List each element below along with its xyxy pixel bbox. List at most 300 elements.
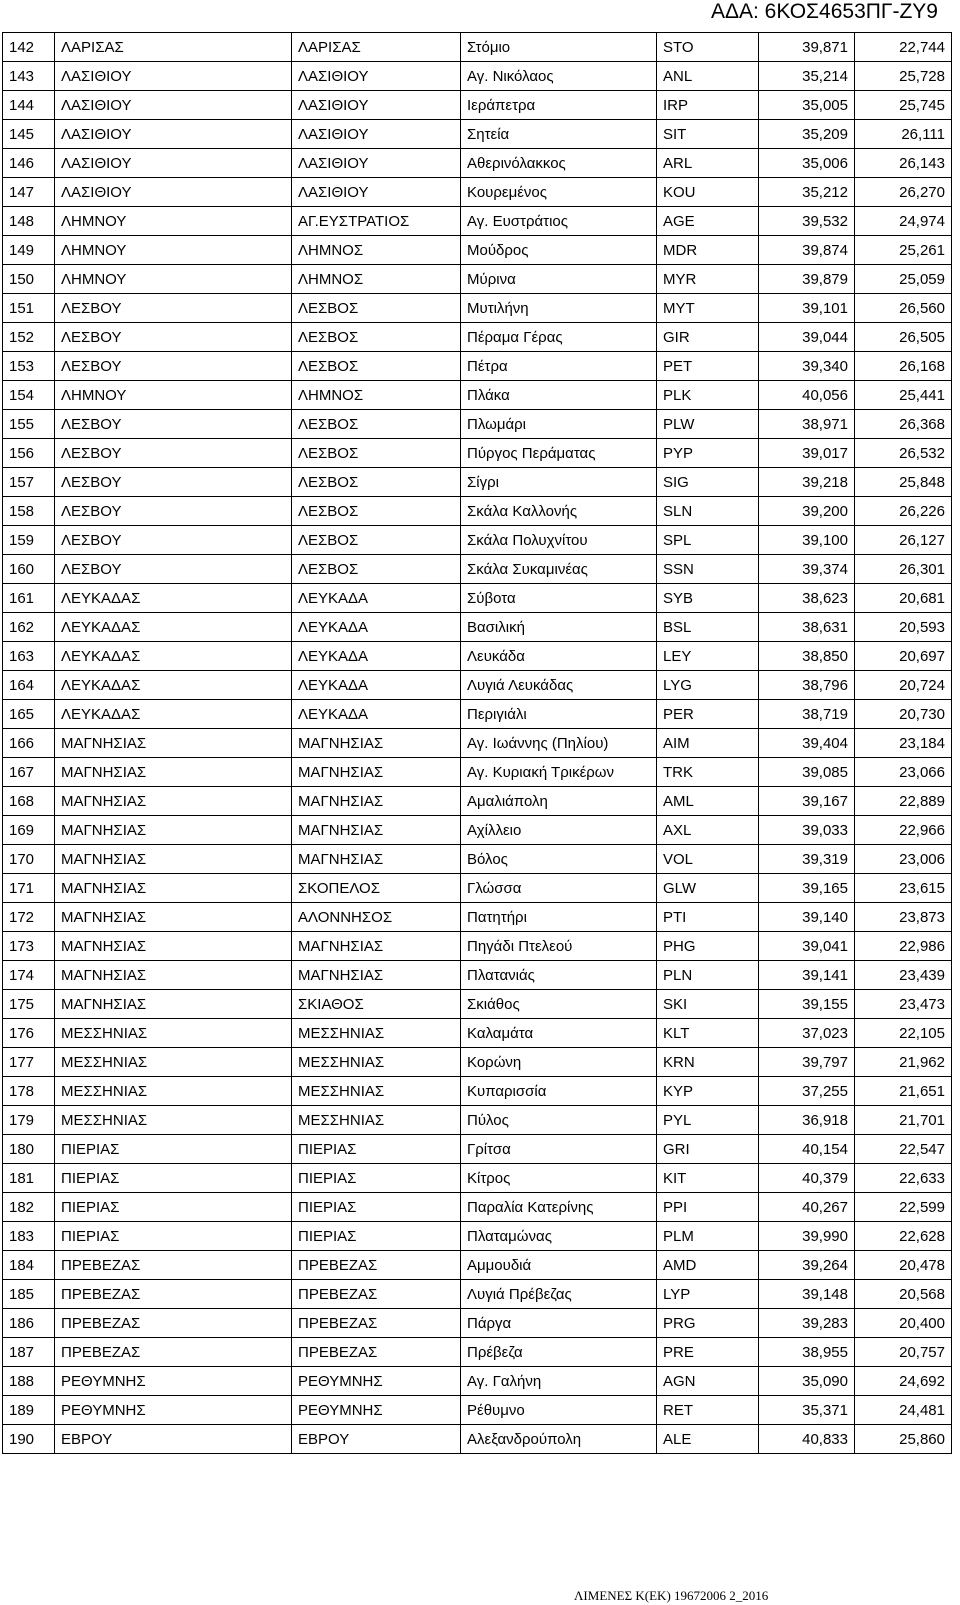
station-name-cell: Αλεξανδρούπολη [461,1425,657,1454]
prefecture-cell: ΛΕΥΚΑΔΑΣ [55,700,292,729]
table-row [3,33,952,62]
ada-code: ΑΔΑ: 6ΚΟΣ4653ΠΓ-ΖΥ9 [710,0,938,23]
latitude-cell: 38,631 [759,613,855,642]
station-name-cell: Βασιλική [461,613,657,642]
table-row [3,874,952,903]
municipality-cell: ΛΕΥΚΑΔΑ [292,613,461,642]
table-row [3,932,952,961]
row-number: 188 [3,1367,55,1396]
station-name-cell: Παραλία Κατερίνης [461,1193,657,1222]
longitude-cell: 24,974 [855,207,952,236]
row-number: 164 [3,671,55,700]
row-number: 166 [3,729,55,758]
table-row [3,758,952,787]
station-code-cell: PPI [657,1193,759,1222]
municipality-cell: ΜΑΓΝΗΣΙΑΣ [292,787,461,816]
station-code-cell: PLN [657,961,759,990]
latitude-cell: 38,955 [759,1338,855,1367]
prefecture-cell: ΠΡΕΒΕΖΑΣ [55,1251,292,1280]
municipality-cell: ΛΑΣΙΘΙΟΥ [292,178,461,207]
row-number: 174 [3,961,55,990]
municipality-cell: ΛΕΣΒΟΣ [292,555,461,584]
table-row [3,265,952,294]
station-code-cell: MYR [657,265,759,294]
row-number: 186 [3,1309,55,1338]
prefecture-cell: ΛΑΡΙΣΑΣ [55,33,292,62]
table-row [3,1048,952,1077]
latitude-cell: 39,017 [759,439,855,468]
municipality-cell: ΑΛΟΝΝΗΣΟΣ [292,903,461,932]
row-number: 184 [3,1251,55,1280]
latitude-cell: 39,404 [759,729,855,758]
table-row [3,1338,952,1367]
longitude-cell: 22,986 [855,932,952,961]
row-number: 153 [3,352,55,381]
table-row [3,236,952,265]
station-name-cell: Μυτιλήνη [461,294,657,323]
station-name-cell: Αμμουδιά [461,1251,657,1280]
longitude-cell: 26,127 [855,526,952,555]
prefecture-cell: ΜΑΓΝΗΣΙΑΣ [55,758,292,787]
row-number: 160 [3,555,55,584]
longitude-cell: 21,701 [855,1106,952,1135]
stations-table [2,32,952,1454]
table-row [3,1193,952,1222]
latitude-cell: 35,212 [759,178,855,207]
prefecture-cell: ΠΙΕΡΙΑΣ [55,1222,292,1251]
latitude-cell: 40,267 [759,1193,855,1222]
row-number: 146 [3,149,55,178]
prefecture-cell: ΛΑΣΙΘΙΟΥ [55,91,292,120]
station-name-cell: Γλώσσα [461,874,657,903]
prefecture-cell: ΛΕΣΒΟΥ [55,323,292,352]
station-code-cell: SIG [657,468,759,497]
prefecture-cell: ΛΕΣΒΟΥ [55,352,292,381]
longitude-cell: 22,633 [855,1164,952,1193]
prefecture-cell: ΛΕΣΒΟΥ [55,497,292,526]
prefecture-cell: ΛΑΣΙΘΙΟΥ [55,120,292,149]
table-row [3,1019,952,1048]
station-name-cell: Λυγιά Λευκάδας [461,671,657,700]
table-row [3,700,952,729]
latitude-cell: 38,796 [759,671,855,700]
row-number: 190 [3,1425,55,1454]
station-code-cell: GRI [657,1135,759,1164]
row-number: 169 [3,816,55,845]
latitude-cell: 36,918 [759,1106,855,1135]
municipality-cell: ΠΙΕΡΙΑΣ [292,1164,461,1193]
station-code-cell: AIM [657,729,759,758]
station-code-cell: SSN [657,555,759,584]
table-row [3,91,952,120]
station-code-cell: ALE [657,1425,759,1454]
municipality-cell: ΜΑΓΝΗΣΙΑΣ [292,845,461,874]
station-name-cell: Αμαλιάπολη [461,787,657,816]
row-number: 155 [3,410,55,439]
prefecture-cell: ΛΕΣΒΟΥ [55,555,292,584]
table-row [3,584,952,613]
latitude-cell: 39,033 [759,816,855,845]
table-row [3,613,952,642]
prefecture-cell: ΠΙΕΡΙΑΣ [55,1164,292,1193]
latitude-cell: 40,833 [759,1425,855,1454]
station-code-cell: AXL [657,816,759,845]
latitude-cell: 38,623 [759,584,855,613]
longitude-cell: 20,697 [855,642,952,671]
table-row [3,671,952,700]
row-number: 154 [3,381,55,410]
station-code-cell: LYG [657,671,759,700]
station-name-cell: Πλαταμώνας [461,1222,657,1251]
prefecture-cell: ΠΡΕΒΕΖΑΣ [55,1309,292,1338]
prefecture-cell: ΛΕΥΚΑΔΑΣ [55,584,292,613]
row-number: 148 [3,207,55,236]
row-number: 156 [3,439,55,468]
station-name-cell: Σκάλα Καλλονής [461,497,657,526]
station-code-cell: MDR [657,236,759,265]
municipality-cell: ΠΡΕΒΕΖΑΣ [292,1309,461,1338]
station-code-cell: GIR [657,323,759,352]
row-number: 143 [3,62,55,91]
station-code-cell: SIT [657,120,759,149]
municipality-cell: ΛΕΥΚΑΔΑ [292,584,461,613]
municipality-cell: ΛΕΣΒΟΣ [292,526,461,555]
municipality-cell: ΠΡΕΒΕΖΑΣ [292,1338,461,1367]
prefecture-cell: ΡΕΘΥΜΝΗΣ [55,1367,292,1396]
latitude-cell: 39,532 [759,207,855,236]
station-name-cell: Περιγιάλι [461,700,657,729]
prefecture-cell: ΠΙΕΡΙΑΣ [55,1135,292,1164]
municipality-cell: ΜΑΓΝΗΣΙΑΣ [292,758,461,787]
latitude-cell: 35,005 [759,91,855,120]
row-number: 172 [3,903,55,932]
latitude-cell: 39,140 [759,903,855,932]
longitude-cell: 24,692 [855,1367,952,1396]
prefecture-cell: ΠΡΕΒΕΖΑΣ [55,1338,292,1367]
municipality-cell: ΜΕΣΣΗΝΙΑΣ [292,1048,461,1077]
prefecture-cell: ΛΕΥΚΑΔΑΣ [55,671,292,700]
row-number: 181 [3,1164,55,1193]
latitude-cell: 39,044 [759,323,855,352]
table-row [3,1164,952,1193]
municipality-cell: ΛΗΜΝΟΣ [292,265,461,294]
row-number: 178 [3,1077,55,1106]
station-name-cell: Αθερινόλακκος [461,149,657,178]
longitude-cell: 26,368 [855,410,952,439]
station-name-cell: Αγ. Ιωάννης (Πηλίου) [461,729,657,758]
station-name-cell: Κουρεμένος [461,178,657,207]
latitude-cell: 40,056 [759,381,855,410]
station-name-cell: Σίγρι [461,468,657,497]
prefecture-cell: ΜΑΓΝΗΣΙΑΣ [55,787,292,816]
prefecture-cell: ΛΗΜΝΟΥ [55,207,292,236]
row-number: 189 [3,1396,55,1425]
prefecture-cell: ΛΑΣΙΘΙΟΥ [55,62,292,91]
municipality-cell: ΛΕΣΒΟΣ [292,410,461,439]
table-row [3,990,952,1019]
table-row [3,526,952,555]
latitude-cell: 40,154 [759,1135,855,1164]
row-number: 142 [3,33,55,62]
municipality-cell: ΛΑΣΙΘΙΟΥ [292,62,461,91]
longitude-cell: 23,006 [855,845,952,874]
station-code-cell: PHG [657,932,759,961]
longitude-cell: 25,441 [855,381,952,410]
latitude-cell: 39,085 [759,758,855,787]
latitude-cell: 39,264 [759,1251,855,1280]
municipality-cell: ΛΕΥΚΑΔΑ [292,671,461,700]
prefecture-cell: ΛΗΜΝΟΥ [55,381,292,410]
station-name-cell: Κίτρος [461,1164,657,1193]
station-name-cell: Μούδρος [461,236,657,265]
longitude-cell: 23,066 [855,758,952,787]
row-number: 152 [3,323,55,352]
municipality-cell: ΣΚΟΠΕΛΟΣ [292,874,461,903]
prefecture-cell: ΛΗΜΝΟΥ [55,265,292,294]
station-code-cell: PLW [657,410,759,439]
municipality-cell: ΠΙΕΡΙΑΣ [292,1222,461,1251]
latitude-cell: 39,165 [759,874,855,903]
row-number: 159 [3,526,55,555]
table-row [3,1425,952,1454]
table-row [3,961,952,990]
station-name-cell: Πλάκα [461,381,657,410]
longitude-cell: 22,547 [855,1135,952,1164]
latitude-cell: 35,371 [759,1396,855,1425]
prefecture-cell: ΛΕΣΒΟΥ [55,526,292,555]
longitude-cell: 23,473 [855,990,952,1019]
prefecture-cell: ΜΑΓΝΗΣΙΑΣ [55,961,292,990]
row-number: 171 [3,874,55,903]
prefecture-cell: ΛΕΣΒΟΥ [55,468,292,497]
municipality-cell: ΛΗΜΝΟΣ [292,381,461,410]
latitude-cell: 40,379 [759,1164,855,1193]
station-code-cell: PYP [657,439,759,468]
longitude-cell: 25,848 [855,468,952,497]
prefecture-cell: ΜΕΣΣΗΝΙΑΣ [55,1106,292,1135]
table-row [3,1135,952,1164]
station-name-cell: Σύβοτα [461,584,657,613]
table-row [3,294,952,323]
row-number: 150 [3,265,55,294]
prefecture-cell: ΛΕΣΒΟΥ [55,410,292,439]
municipality-cell: ΣΚΙΑΘΟΣ [292,990,461,1019]
station-code-cell: LEY [657,642,759,671]
latitude-cell: 38,850 [759,642,855,671]
longitude-cell: 23,873 [855,903,952,932]
longitude-cell: 20,730 [855,700,952,729]
station-code-cell: ANL [657,62,759,91]
longitude-cell: 24,481 [855,1396,952,1425]
station-name-cell: Πέτρα [461,352,657,381]
longitude-cell: 20,757 [855,1338,952,1367]
table-row [3,1396,952,1425]
latitude-cell: 39,167 [759,787,855,816]
prefecture-cell: ΠΙΕΡΙΑΣ [55,1193,292,1222]
station-name-cell: Σκάλα Συκαμινέας [461,555,657,584]
table-row [3,352,952,381]
station-code-cell: ARL [657,149,759,178]
station-code-cell: PRG [657,1309,759,1338]
station-name-cell: Αγ. Ευστράτιος [461,207,657,236]
municipality-cell: ΠΡΕΒΕΖΑΣ [292,1280,461,1309]
municipality-cell: ΠΙΕΡΙΑΣ [292,1193,461,1222]
station-code-cell: AMD [657,1251,759,1280]
station-code-cell: AML [657,787,759,816]
municipality-cell: ΛΑΣΙΘΙΟΥ [292,120,461,149]
table-body [3,33,952,1454]
station-name-cell: Κυπαρισσία [461,1077,657,1106]
station-code-cell: PRE [657,1338,759,1367]
longitude-cell: 23,615 [855,874,952,903]
municipality-cell: ΜΑΓΝΗΣΙΑΣ [292,816,461,845]
municipality-cell: ΜΕΣΣΗΝΙΑΣ [292,1019,461,1048]
prefecture-cell: ΛΗΜΝΟΥ [55,236,292,265]
prefecture-cell: ΜΕΣΣΗΝΙΑΣ [55,1077,292,1106]
prefecture-cell: ΛΕΣΒΟΥ [55,439,292,468]
station-name-cell: Λευκάδα [461,642,657,671]
station-code-cell: PTI [657,903,759,932]
table-row [3,816,952,845]
station-name-cell: Πλατανιάς [461,961,657,990]
row-number: 144 [3,91,55,120]
latitude-cell: 35,214 [759,62,855,91]
latitude-cell: 39,041 [759,932,855,961]
station-code-cell: SPL [657,526,759,555]
station-code-cell: SYB [657,584,759,613]
latitude-cell: 39,155 [759,990,855,1019]
municipality-cell: ΛΕΥΚΑΔΑ [292,700,461,729]
station-name-cell: Σκάλα Πολυχνίτου [461,526,657,555]
longitude-cell: 26,532 [855,439,952,468]
station-name-cell: Αγ. Κυριακή Τρικέρων [461,758,657,787]
row-number: 165 [3,700,55,729]
station-code-cell: PER [657,700,759,729]
station-name-cell: Καλαμάτα [461,1019,657,1048]
municipality-cell: ΛΕΥΚΑΔΑ [292,642,461,671]
municipality-cell: ΜΑΓΝΗΣΙΑΣ [292,961,461,990]
prefecture-cell: ΜΕΣΣΗΝΙΑΣ [55,1019,292,1048]
row-number: 161 [3,584,55,613]
row-number: 175 [3,990,55,1019]
latitude-cell: 39,879 [759,265,855,294]
table-row [3,845,952,874]
longitude-cell: 26,270 [855,178,952,207]
row-number: 170 [3,845,55,874]
station-name-cell: Πλωμάρι [461,410,657,439]
table-row [3,207,952,236]
row-number: 182 [3,1193,55,1222]
latitude-cell: 39,319 [759,845,855,874]
latitude-cell: 39,141 [759,961,855,990]
longitude-cell: 26,226 [855,497,952,526]
station-code-cell: PLM [657,1222,759,1251]
table-row [3,468,952,497]
station-name-cell: Ιεράπετρα [461,91,657,120]
longitude-cell: 20,478 [855,1251,952,1280]
prefecture-cell: ΛΑΣΙΘΙΟΥ [55,178,292,207]
longitude-cell: 20,593 [855,613,952,642]
longitude-cell: 21,962 [855,1048,952,1077]
longitude-cell: 26,505 [855,323,952,352]
municipality-cell: ΠΙΕΡΙΑΣ [292,1135,461,1164]
table-row [3,62,952,91]
station-code-cell: KLT [657,1019,759,1048]
longitude-cell: 23,184 [855,729,952,758]
municipality-cell: ΡΕΘΥΜΝΗΣ [292,1367,461,1396]
prefecture-cell: ΛΕΣΒΟΥ [55,294,292,323]
latitude-cell: 39,871 [759,33,855,62]
prefecture-cell: ΜΑΓΝΗΣΙΑΣ [55,845,292,874]
municipality-cell: ΛΕΣΒΟΣ [292,468,461,497]
row-number: 149 [3,236,55,265]
station-name-cell: Πατητήρι [461,903,657,932]
prefecture-cell: ΜΑΓΝΗΣΙΑΣ [55,729,292,758]
longitude-cell: 25,261 [855,236,952,265]
latitude-cell: 39,100 [759,526,855,555]
station-name-cell: Σητεία [461,120,657,149]
station-code-cell: SKI [657,990,759,1019]
station-name-cell: Γρίτσα [461,1135,657,1164]
table-row [3,642,952,671]
municipality-cell: ΛΕΣΒΟΣ [292,497,461,526]
municipality-cell: ΛΕΣΒΟΣ [292,323,461,352]
longitude-cell: 22,744 [855,33,952,62]
latitude-cell: 35,090 [759,1367,855,1396]
row-number: 179 [3,1106,55,1135]
longitude-cell: 22,599 [855,1193,952,1222]
station-name-cell: Κορώνη [461,1048,657,1077]
table-row [3,903,952,932]
station-code-cell: STO [657,33,759,62]
longitude-cell: 22,105 [855,1019,952,1048]
table-row [3,323,952,352]
longitude-cell: 25,059 [855,265,952,294]
station-name-cell: Πύλος [461,1106,657,1135]
prefecture-cell: ΜΑΓΝΗΣΙΑΣ [55,816,292,845]
latitude-cell: 39,148 [759,1280,855,1309]
longitude-cell: 21,651 [855,1077,952,1106]
row-number: 177 [3,1048,55,1077]
table-row [3,381,952,410]
longitude-cell: 20,724 [855,671,952,700]
row-number: 145 [3,120,55,149]
municipality-cell: ΜΕΣΣΗΝΙΑΣ [292,1077,461,1106]
station-code-cell: KOU [657,178,759,207]
station-name-cell: Πάργα [461,1309,657,1338]
municipality-cell: ΡΕΘΥΜΝΗΣ [292,1396,461,1425]
municipality-cell: ΛΕΣΒΟΣ [292,352,461,381]
station-code-cell: PLK [657,381,759,410]
table-row [3,555,952,584]
latitude-cell: 38,971 [759,410,855,439]
row-number: 162 [3,613,55,642]
station-name-cell: Λυγιά Πρέβεζας [461,1280,657,1309]
station-name-cell: Πέραμα Γέρας [461,323,657,352]
station-name-cell: Μύρινα [461,265,657,294]
prefecture-cell: ΜΑΓΝΗΣΙΑΣ [55,932,292,961]
row-number: 183 [3,1222,55,1251]
station-code-cell: KIT [657,1164,759,1193]
latitude-cell: 37,023 [759,1019,855,1048]
prefecture-cell: ΛΑΣΙΘΙΟΥ [55,149,292,178]
latitude-cell: 35,006 [759,149,855,178]
table-row [3,1222,952,1251]
longitude-cell: 20,681 [855,584,952,613]
longitude-cell: 23,439 [855,961,952,990]
station-code-cell: PET [657,352,759,381]
row-number: 173 [3,932,55,961]
